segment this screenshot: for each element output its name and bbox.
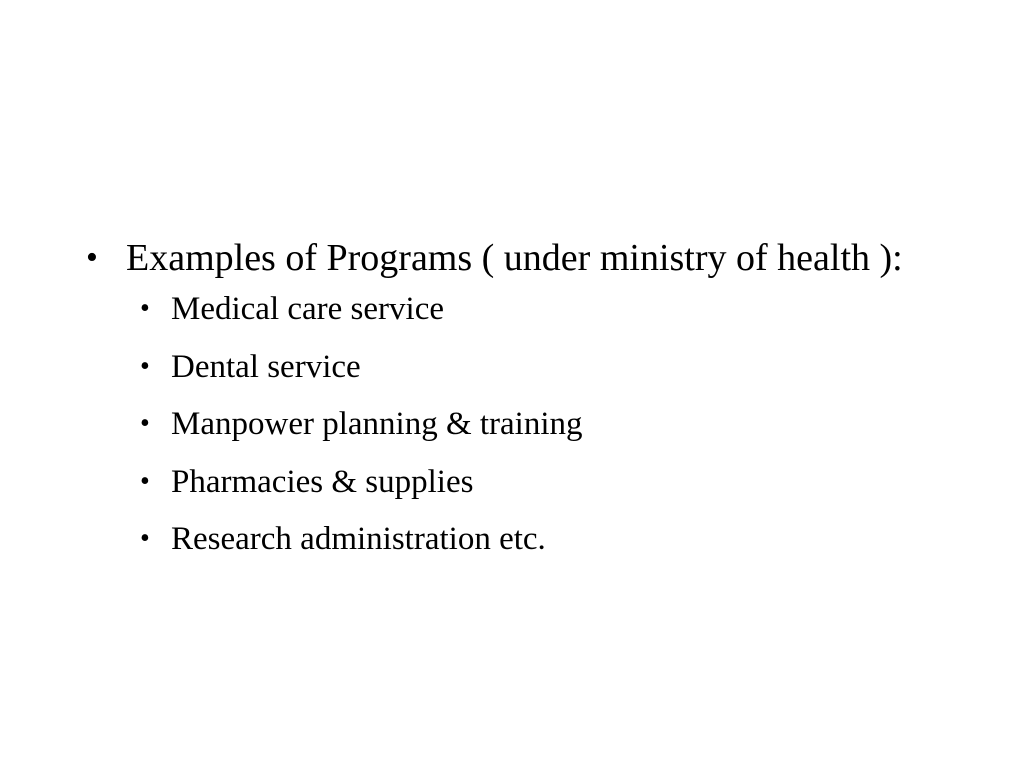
sub-bullet-text: Medical care service <box>171 291 444 327</box>
sub-bullet-list <box>86 290 946 558</box>
bullet-marker: • <box>140 408 150 439</box>
bullet-marker: • <box>140 465 150 497</box>
sub-bullet-text: Pharmacies & supplies <box>171 463 474 500</box>
main-bullet-item <box>86 232 916 284</box>
bullet-marker: • <box>140 523 150 554</box>
sub-bullet-item <box>140 405 946 443</box>
bullet-marker: • <box>86 239 98 276</box>
sub-bullet-text: Manpower planning & training <box>171 406 583 442</box>
bullet-marker: • <box>140 350 150 382</box>
sub-bullet-item <box>140 463 946 501</box>
sub-bullet-text: Research administration etc. <box>171 521 546 557</box>
sub-bullet-item <box>140 290 946 328</box>
sub-bullet-text: Dental service <box>171 348 361 385</box>
slide-content <box>86 232 946 578</box>
bullet-marker: • <box>140 293 150 324</box>
sub-bullet-item <box>140 348 946 386</box>
main-bullet-text: Examples of Programs ( under ministry of health ): <box>126 237 903 279</box>
sub-bullet-item <box>140 520 946 558</box>
